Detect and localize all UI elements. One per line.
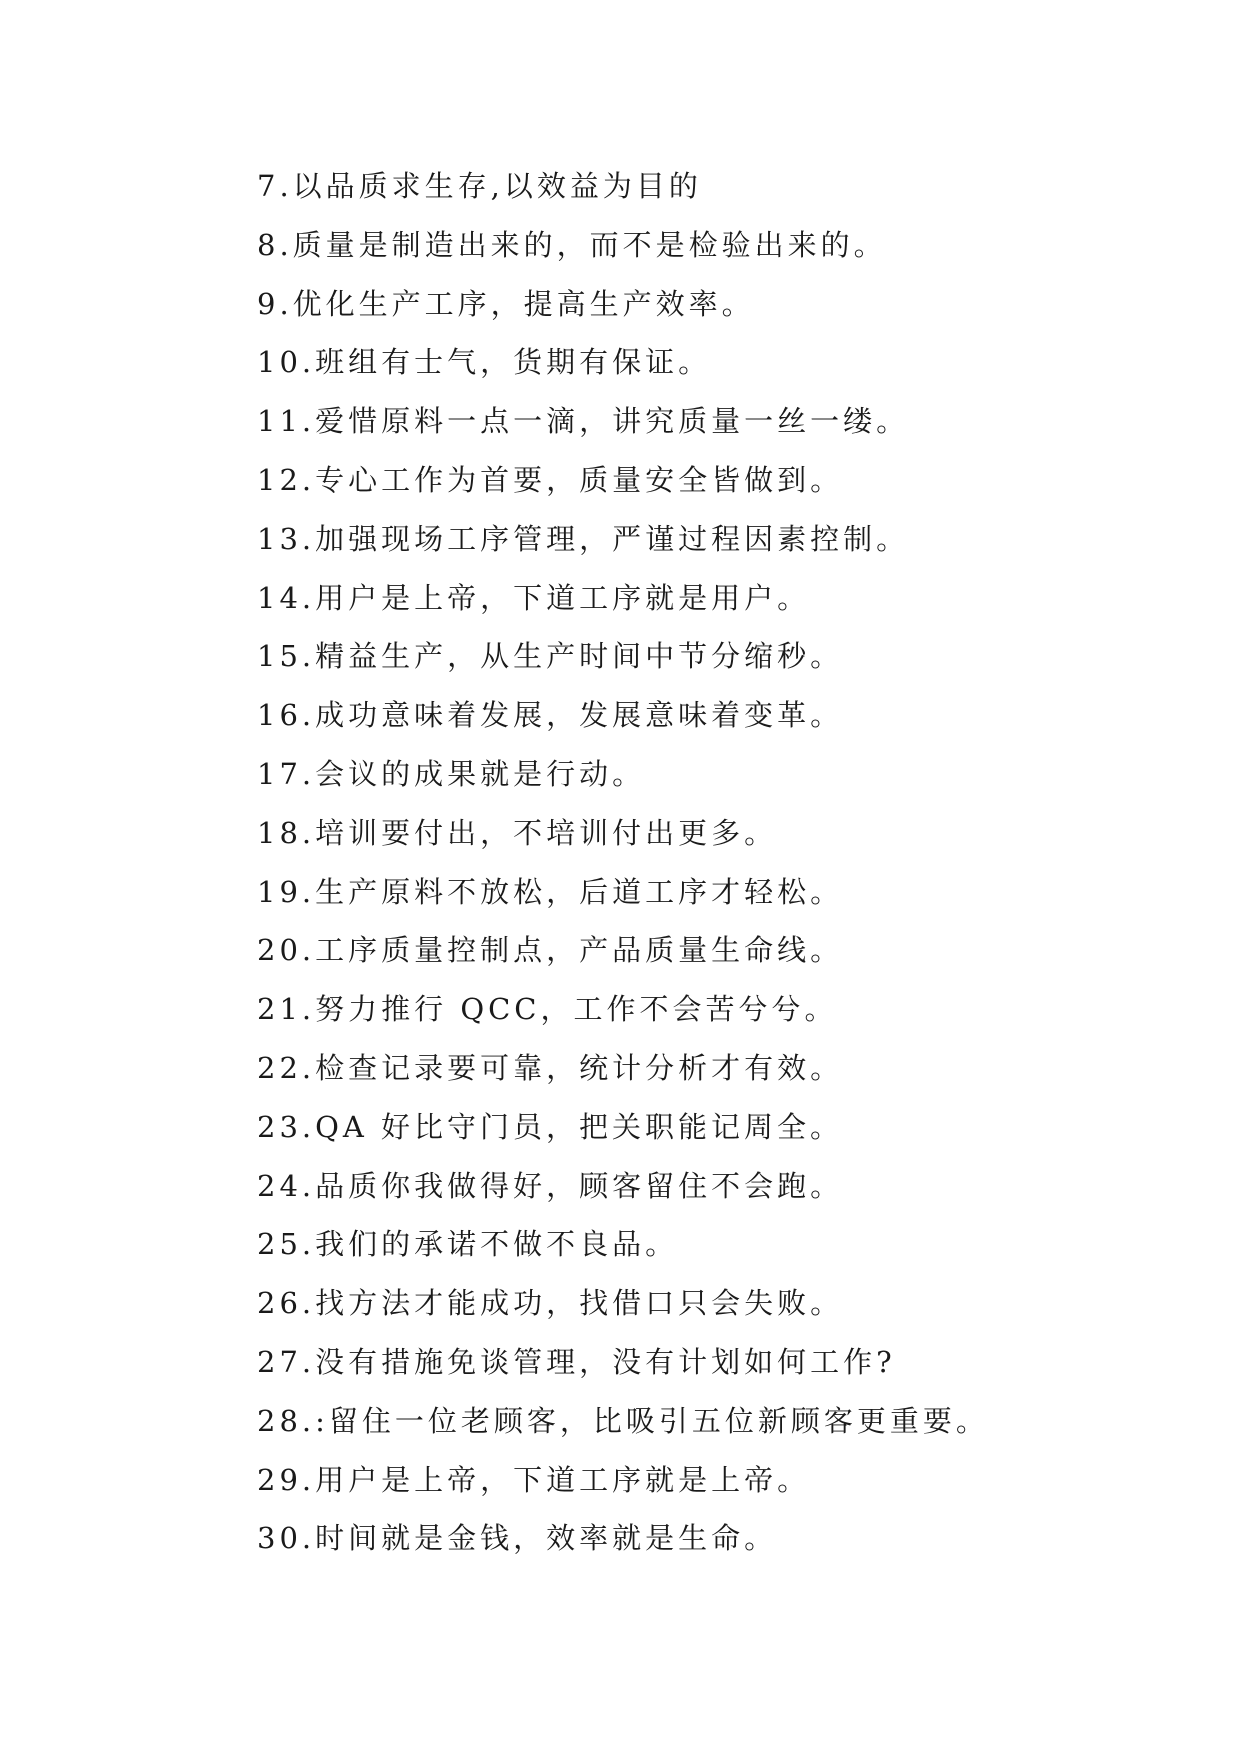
list-item: 17.会议的成果就是行动。 — [257, 756, 646, 791]
list-item: 20.工序质量控制点，产品质量生命线。 — [257, 933, 844, 968]
list-item: 9.优化生产工序，提高生产效率。 — [257, 286, 755, 321]
list-item: 18.培训要付出，不培训付出更多。 — [257, 815, 778, 850]
list-item: 28.:留住一位老顾客，比吸引五位新顾客更重要。 — [257, 1403, 989, 1438]
list-item: 22.检查记录要可靠，统计分析才有效。 — [257, 1050, 844, 1085]
list-item: 26.找方法才能成功，找借口只会失败。 — [257, 1286, 844, 1321]
list-item: 7.以品质求生存,以效益为目的 — [257, 169, 702, 203]
list-item: 11.爱惜原料一点一滴，讲究质量一丝一缕。 — [257, 404, 910, 439]
slogan-list — [257, 157, 1217, 1568]
list-item: 13.加强现场工序管理，严谨过程因素控制。 — [257, 521, 910, 556]
list-item: 19.生产原料不放松，后道工序才轻松。 — [257, 874, 844, 909]
list-item: 15.精益生产，从生产时间中节分缩秒。 — [257, 639, 844, 674]
list-item: 12.专心工作为首要，质量安全皆做到。 — [257, 462, 844, 497]
list-item: 25.我们的承诺不做不良品。 — [257, 1227, 679, 1262]
list-item: 14.用户是上帝，下道工序就是用户。 — [257, 580, 811, 615]
list-item: 8.质量是制造出来的，而不是检验出来的。 — [257, 227, 887, 262]
list-item: 10.班组有士气，货期有保证。 — [257, 345, 712, 380]
list-item: 16.成功意味着发展，发展意味着变革。 — [257, 698, 844, 733]
list-item: 27.没有措施免谈管理，没有计划如何工作? — [257, 1344, 896, 1379]
list-item: 24.品质你我做得好，顾客留住不会跑。 — [257, 1168, 844, 1203]
list-item: 30.时间就是金钱，效率就是生命。 — [257, 1521, 778, 1556]
list-item: 29.用户是上帝，下道工序就是上帝。 — [257, 1462, 811, 1497]
list-item: 23.QA 好比守门员，把关职能记周全。 — [257, 1109, 844, 1144]
list-item: 21.努力推行 QCC，工作不会苦兮兮。 — [257, 992, 838, 1027]
